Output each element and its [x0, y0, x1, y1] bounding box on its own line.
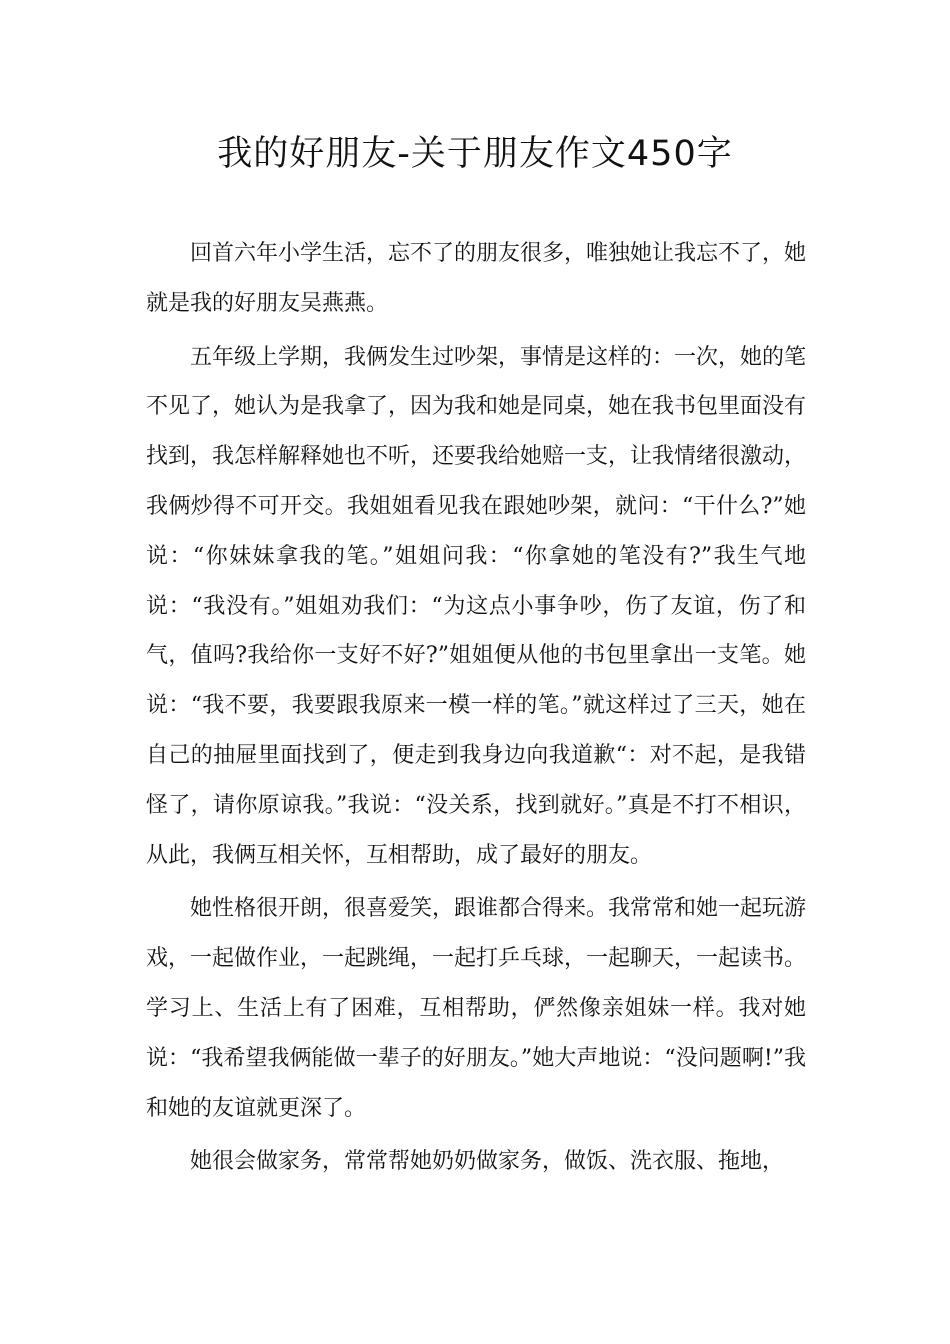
document-body	[146, 229, 806, 1191]
paragraph-2: 五年级上学期，我俩发生过吵架，事情是这样的：一次，她的笔不见了，她认为是我拿了，因为我和她是同桌，她在我书包里面没有找到，我怎样解释她也不听，还要我给她赔一支，让我情绪很激动，我俩炒得不可开交。我姐姐看见我在跟她吵架，就问：“干什么?”她说：“你妹妹拿我的笔。”姐姐问我：“你拿她的笔没有?”我生气地说：“我没有。”姐姐劝我们：“为这点小事争吵，伤了友谊，伤了和气，值吗?我给你一支好不好?”姐姐便从他的书包里拿出一支笔。她说：“我不要，我要跟我原来一模一样的笔。”就这样过了三天，她在自己的抽屉里面找到了，便走到我身边向我道歉“：对不起，是我错怪了，请你原谅我。”我说：“没关系，找到就好。”真是不打不相识，从此，我俩互相关怀，互相帮助，成了最好的朋友。	[146, 344, 807, 868]
paragraph-3: 她性格很开朗，很喜爱笑，跟谁都合得来。我常常和她一起玩游戏，一起做作业，一起跳绳，一起打乒乓球，一起聊天，一起读书。学习上、生活上有了困难，互相帮助，俨然像亲姐妹一样。我对她说：“我希望我俩能做一辈子的好朋友。”她大声地说：“没问题啊!”我和她的友谊就更深了。	[146, 896, 807, 1121]
paragraph-1: 回首六年小学生活，忘不了的朋友很多，唯独她让我忘不了，她就是我的好朋友吴燕燕。	[146, 241, 807, 316]
document-title: 我的好朋友-关于朋友作文450字	[217, 134, 733, 174]
paragraph-4: 她很会做家务，常常帮她奶奶做家务，做饭、洗衣服、拖地，	[190, 1149, 785, 1175]
